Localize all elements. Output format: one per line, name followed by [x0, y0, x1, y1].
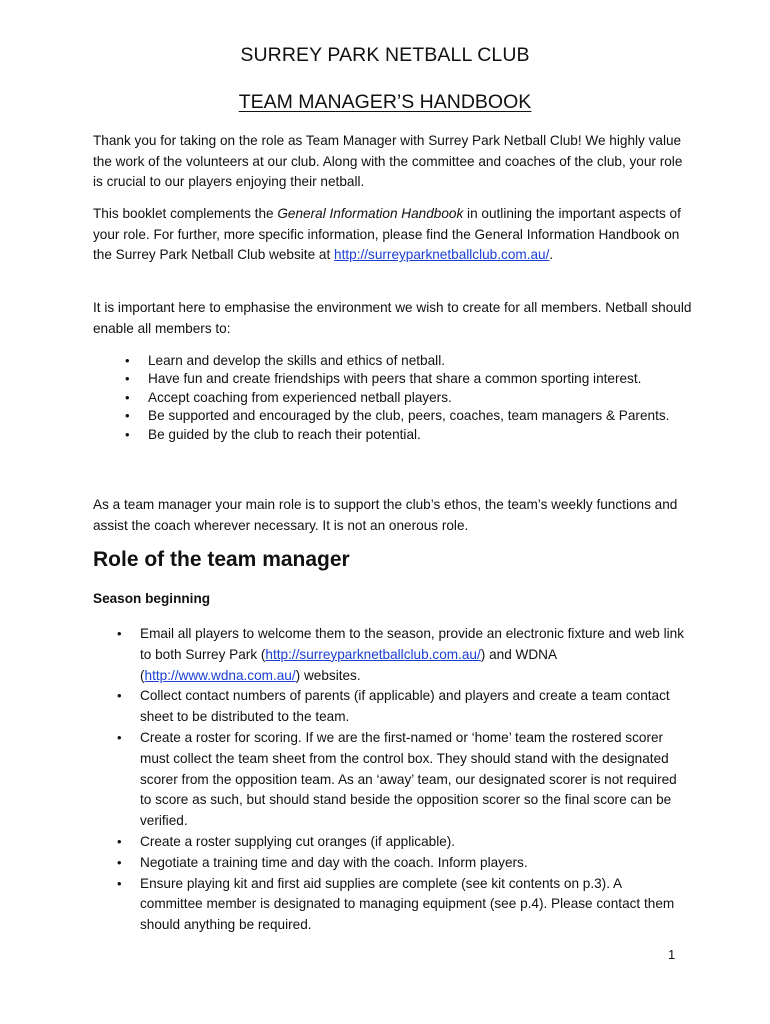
- list-item: [120, 426, 690, 444]
- bullet-icon: •: [117, 729, 122, 745]
- list-item-text: Have fun and create friendships with peers that share a common sporting interest.: [148, 371, 642, 387]
- list-item: [120, 407, 690, 425]
- list-item-text: Learn and develop the skills and ethics of netball.: [148, 353, 445, 368]
- bullet-icon: •: [117, 626, 122, 641]
- booklet-text-end: .: [549, 247, 554, 263]
- page-number: 1: [668, 947, 676, 962]
- list-item-text: Be supported and encouraged by the club, peers, coaches, team managers & Parents.: [148, 408, 670, 424]
- list-item-text: Ensure playing kit and first aid supplies are complete (see kit contents on p.3). A committee member is designated to managing equipment (see p.4). Please contact them should anything be required.: [140, 875, 675, 933]
- list-item: [120, 370, 690, 388]
- club-title: SURREY PARK NETBALL CLUB: [240, 44, 530, 66]
- intro-paragraph: Thank you for taking on the role as Team Manager with Surrey Park Netball Club! We highly value the work of the volunteers at our club. Along with the committee and coaches of the club, your role is crucial to our players enjoying their netball.: [93, 133, 683, 190]
- task-text-middle: ) and WDNA (: [140, 646, 557, 683]
- wdna-link[interactable]: http://www.wdna.com.au/: [144, 667, 296, 683]
- surrey-park-link[interactable]: http://surreyparknetballclub.com.au/: [265, 646, 481, 662]
- booklet-paragraph: [93, 204, 693, 266]
- club-website-link[interactable]: http://surreyparknetballclub.com.au/: [334, 247, 550, 263]
- list-item: [112, 832, 687, 853]
- list-item: [112, 728, 687, 832]
- list-item-text: Negotiate a training time and day with the coach. Inform players.: [140, 854, 528, 870]
- booklet-text-start: This booklet complements the: [93, 206, 278, 221]
- bullet-icon: •: [125, 353, 130, 368]
- subsection-heading: Season beginning: [93, 591, 211, 606]
- handbook-title: TEAM MANAGER’S HANDBOOK: [238, 91, 532, 113]
- task-text-start: Email all players to welcome them to the season, provide an electronic fixture and web link to both Surrey Park (: [140, 626, 685, 662]
- list-item: [120, 352, 690, 370]
- bullet-icon: •: [117, 833, 122, 849]
- member-goals-list: [120, 352, 690, 444]
- list-item: [112, 624, 687, 686]
- list-item: [112, 686, 687, 728]
- environment-paragraph: It is important here to emphasise the environment we wish to create for all members. Netball should enable all members to:: [93, 300, 692, 336]
- bullet-icon: •: [117, 854, 122, 870]
- list-item: [112, 874, 687, 936]
- list-item-text: Create a roster supplying cut oranges (if applicable).: [140, 833, 456, 849]
- bullet-icon: •: [117, 875, 122, 891]
- main-role-paragraph: As a team manager your main role is to support the club’s ethos, the team’s weekly functions and assist the coach wherever necessary. It is not an onerous role.: [93, 497, 678, 533]
- list-item-text: Create a roster for scoring. If we are the first-named or ‘home’ team the rostered scorer must collect the team sheet from the control box. They should stand with the designated scorer from the opposition team. As an ‘away’ team, our designated scorer is not required to score as such, but should stand beside the opposition scorer so the final score can be verified.: [140, 729, 677, 829]
- list-item-text: Be guided by the club to reach their potential.: [148, 426, 421, 442]
- list-item-text: Accept coaching from experienced netball players.: [148, 389, 452, 405]
- general-handbook-title: General Information Handbook: [277, 206, 464, 221]
- bullet-icon: •: [125, 426, 130, 442]
- list-item: [112, 853, 687, 874]
- booklet-text-middle: in outlining the important aspects of your role. For further, more specific information, please find the General Information Handbook on the Surrey Park Netball Club website at: [93, 206, 681, 263]
- section-heading: Role of the team manager: [93, 548, 350, 571]
- list-item-text: Collect contact numbers of parents (if applicable) and players and create a team contact sheet to be distributed to the team.: [140, 688, 670, 725]
- bullet-icon: •: [125, 371, 130, 387]
- bullet-icon: •: [125, 389, 130, 405]
- season-tasks-list: [112, 624, 687, 936]
- bullet-icon: •: [125, 408, 130, 424]
- list-item: [120, 389, 690, 407]
- bullet-icon: •: [117, 688, 122, 704]
- task-text-end: ) websites.: [295, 667, 361, 683]
